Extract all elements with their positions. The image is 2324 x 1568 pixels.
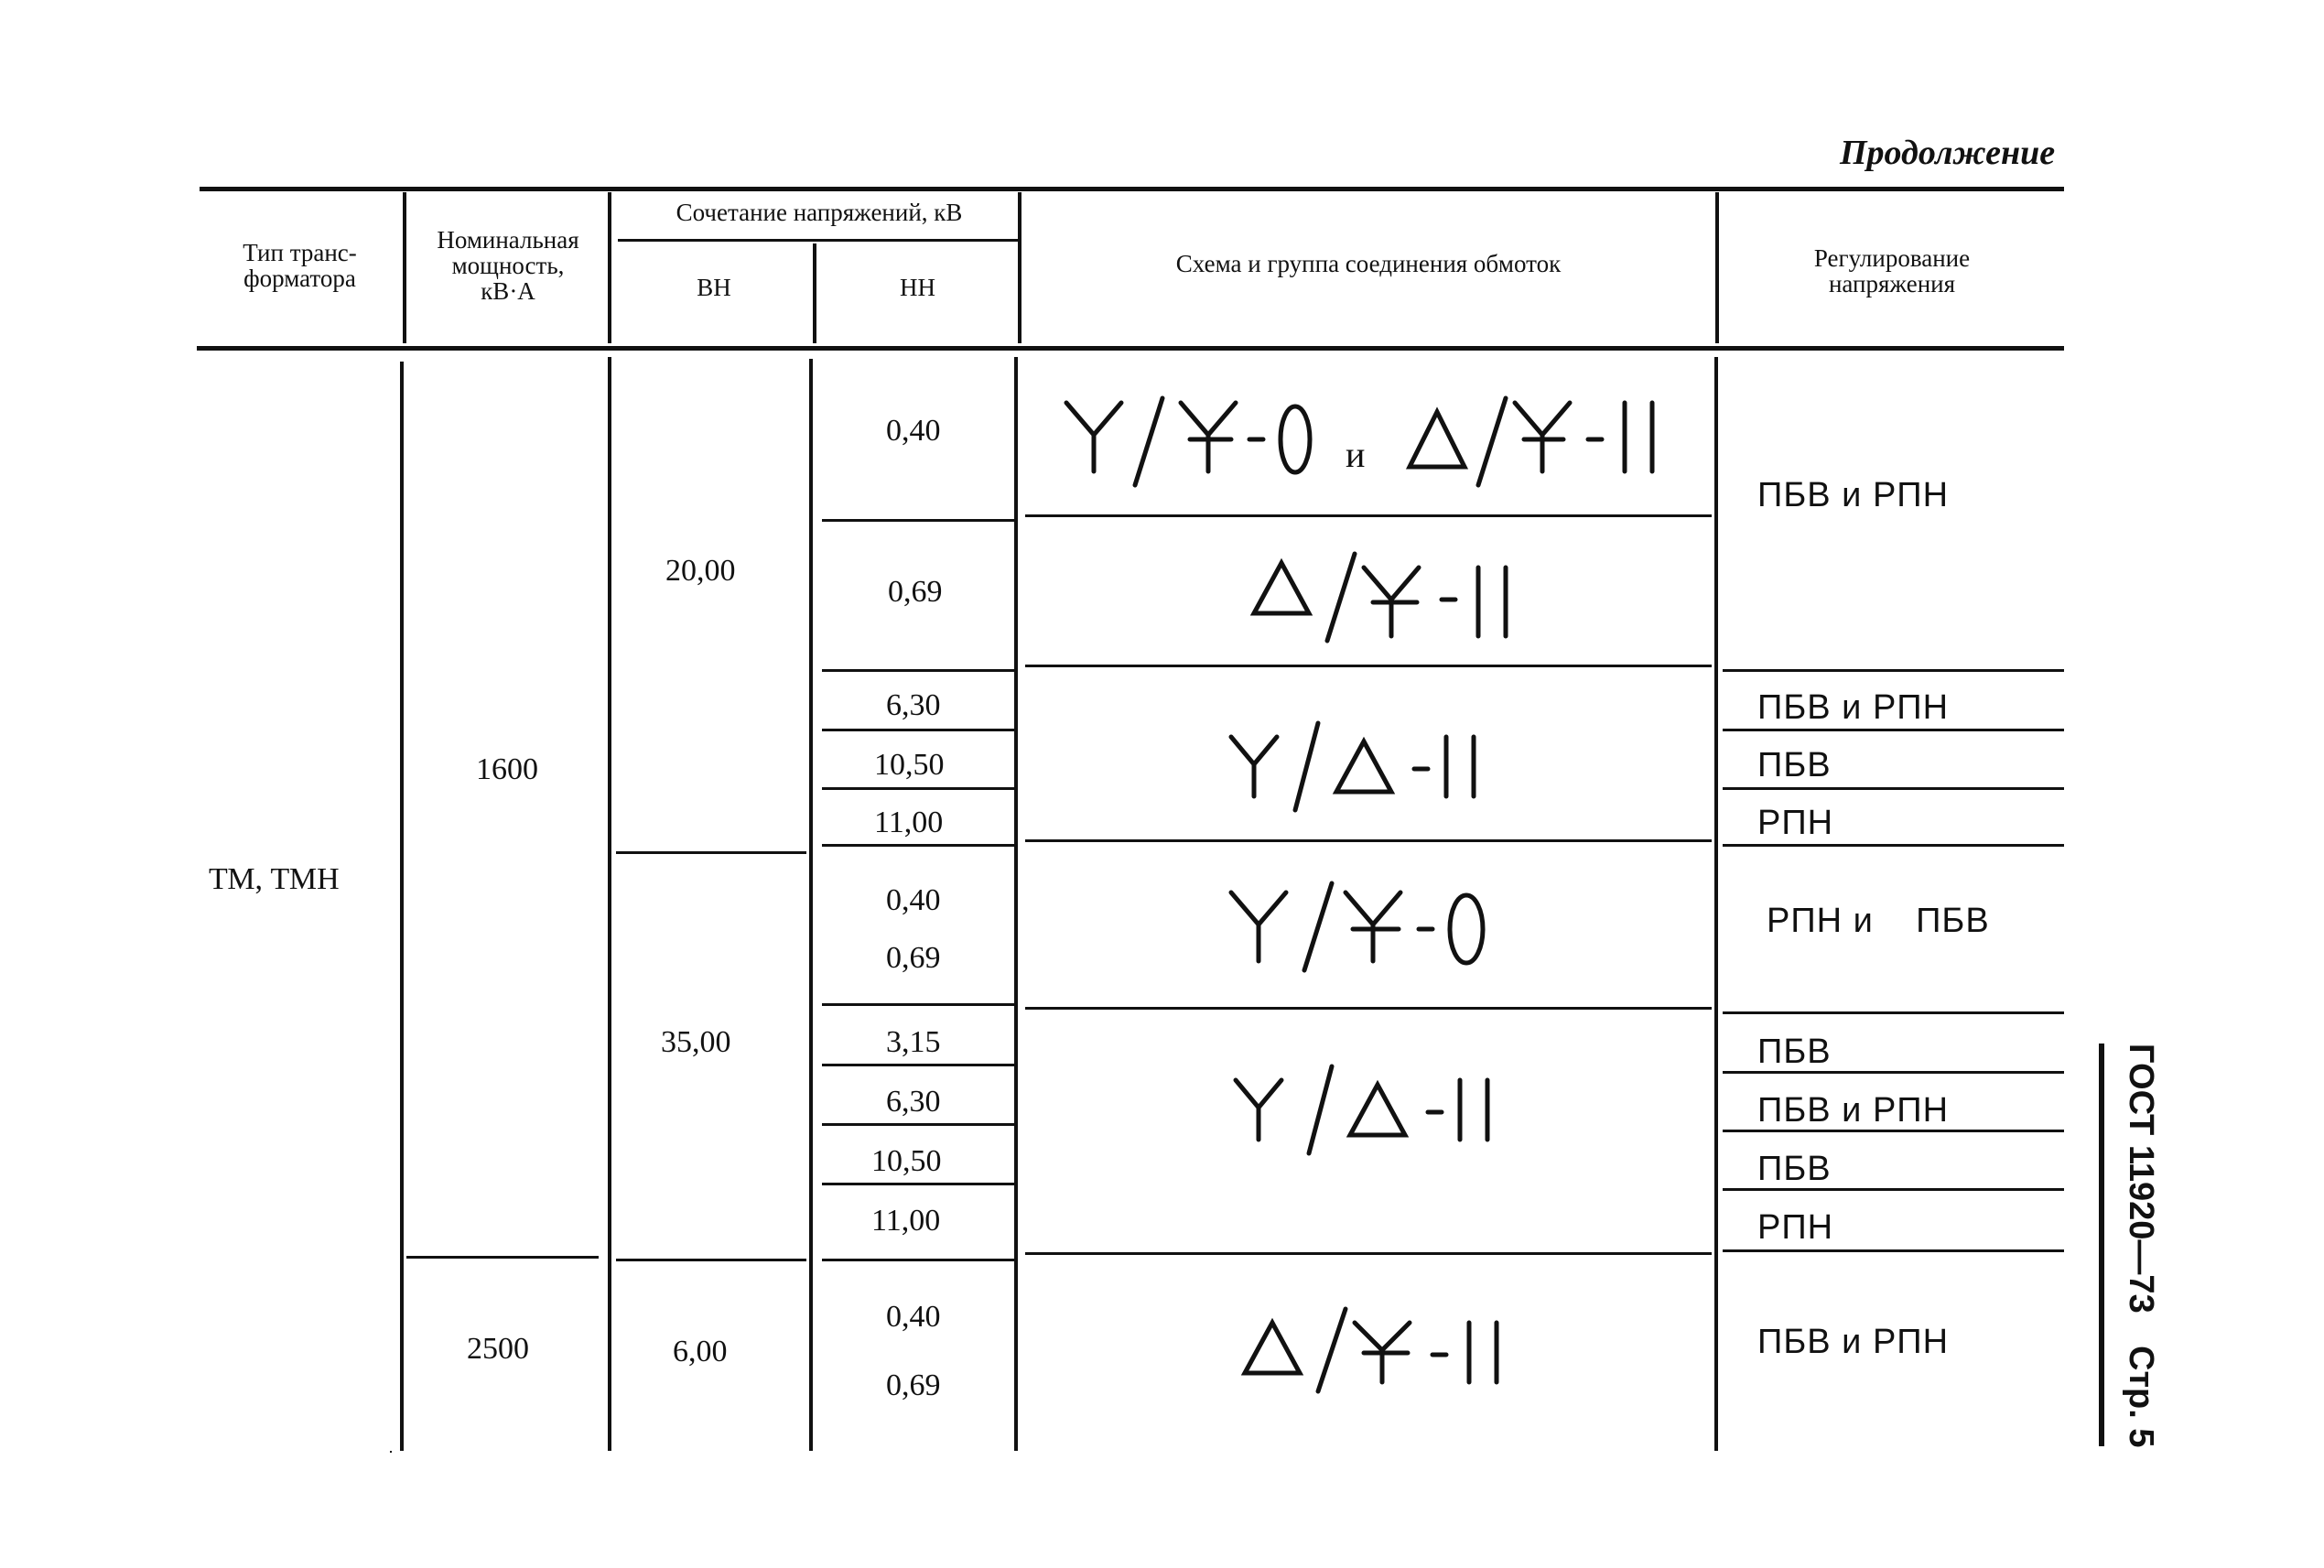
- lv-value: 0,40: [886, 1300, 941, 1334]
- hv-rule-2: [616, 1259, 806, 1261]
- header-lv: НН: [900, 274, 935, 301]
- body-vline-1: [400, 362, 404, 1451]
- lv-rule-5: [822, 844, 1016, 847]
- lv-rule-10: [822, 1259, 1016, 1261]
- scheme-rule-3: [1025, 839, 1712, 842]
- lv-value: 0,69: [886, 941, 941, 975]
- lv-rule-7: [822, 1064, 1016, 1066]
- body-vline-2: [608, 357, 611, 1451]
- hdr-vline-5: [1715, 192, 1719, 343]
- regulation-value: РПН: [1757, 1208, 1834, 1247]
- lv-rule-4: [822, 787, 1016, 790]
- lv-value: 0,69: [886, 1368, 941, 1402]
- lv-value: 0,40: [886, 414, 941, 448]
- lv-rule-6: [822, 1003, 1016, 1006]
- reg-rule-5: [1723, 1011, 2064, 1014]
- regulation-value: ПБВ: [1757, 1033, 1832, 1071]
- lv-value: 11,00: [871, 1204, 941, 1238]
- lv-value: 10,50: [874, 748, 945, 782]
- header-regulation: Регулирование напряжения: [1813, 244, 1971, 297]
- lv-value: 6,30: [886, 1085, 941, 1119]
- lv-rule-3: [822, 729, 1016, 731]
- side-label-page: Стр. 5: [2122, 1346, 2160, 1448]
- lv-value: 6,30: [886, 688, 941, 722]
- regulation-value: ПБВ и РПН: [1757, 1091, 1950, 1130]
- header-hv: ВН: [697, 274, 731, 301]
- hdr-vline-2: [608, 192, 611, 343]
- header-voltage-group: Сочетание напряжений, кВ: [676, 199, 963, 226]
- power-value-2500: 2500: [467, 1332, 529, 1366]
- regulation-value: ПБВ и РПН: [1757, 1323, 1950, 1361]
- scheme-diagram-5: [1231, 1062, 1561, 1162]
- scheme-diagram-6: [1236, 1300, 1565, 1400]
- lv-value: 0,40: [886, 883, 941, 917]
- scheme-rule-2: [1025, 665, 1712, 667]
- scheme-diagram-4: [1227, 879, 1556, 979]
- lv-rule-1: [822, 519, 1016, 522]
- reg-rule-3: [1723, 787, 2064, 790]
- header-type: Тип транс- форматора: [243, 239, 357, 292]
- hv-value-20: 20,00: [665, 554, 736, 588]
- regulation-value: ПБВ: [1757, 746, 1832, 784]
- scheme-diagram-3: [1227, 719, 1556, 819]
- regulation-value: ПБВ и РПН: [1757, 688, 1950, 727]
- hv-value-35: 35,00: [661, 1025, 731, 1059]
- lv-value: 3,15: [886, 1025, 941, 1059]
- body-vline-3: [809, 359, 813, 1451]
- power-rule-1: [406, 1256, 599, 1259]
- regulation-value: РПН: [1757, 804, 1834, 842]
- scheme-rule-1: [1025, 514, 1712, 517]
- regulation-value: РПН и ПБВ: [1767, 902, 1990, 940]
- lv-rule-2: [822, 669, 1016, 672]
- voltage-group-rule: [618, 239, 1021, 242]
- hv-rule-1: [616, 851, 806, 854]
- header-scheme: Схема и группа соединения обмоток: [1175, 250, 1562, 277]
- lv-value: 10,50: [871, 1144, 942, 1178]
- hv-value-6: 6,00: [673, 1335, 728, 1368]
- type-value: ТМ, ТМН: [209, 862, 340, 896]
- reg-rule-4: [1723, 844, 2064, 847]
- svg-text:и: и: [1346, 434, 1366, 475]
- continuation-label: Продолжение: [1840, 134, 2056, 172]
- reg-rule-9: [1723, 1249, 2064, 1252]
- header-power: Номинальная мощность, кВ·А: [437, 226, 579, 305]
- table-header-bottom-rule: [197, 346, 2064, 351]
- scheme-rule-5: [1025, 1252, 1712, 1255]
- side-label-rule: [2099, 1044, 2104, 1446]
- scheme-diagram-2: [1245, 549, 1574, 650]
- table-top-rule: [200, 187, 2064, 191]
- body-vline-5: [1714, 357, 1718, 1451]
- regulation-value: ПБВ: [1757, 1150, 1832, 1188]
- side-label-gost: ГОСТ 11920—73: [2122, 1044, 2160, 1314]
- body-vline-left: [390, 1451, 392, 1453]
- side-label: [2110, 1044, 2174, 1465]
- hdr-vline-1: [403, 192, 406, 343]
- power-value-1600: 1600: [476, 752, 538, 786]
- lv-rule-8: [822, 1123, 1016, 1126]
- lv-rule-9: [822, 1183, 1016, 1185]
- hdr-vline-3: [813, 243, 816, 343]
- scheme-rule-4: [1025, 1007, 1712, 1010]
- regulation-value: ПБВ и РПН: [1757, 476, 1950, 514]
- reg-rule-1: [1723, 669, 2064, 672]
- reg-rule-2: [1723, 729, 2064, 731]
- lv-value: 11,00: [874, 806, 944, 839]
- lv-value: 0,69: [888, 575, 943, 609]
- scheme-diagram-1: [1062, 384, 1702, 494]
